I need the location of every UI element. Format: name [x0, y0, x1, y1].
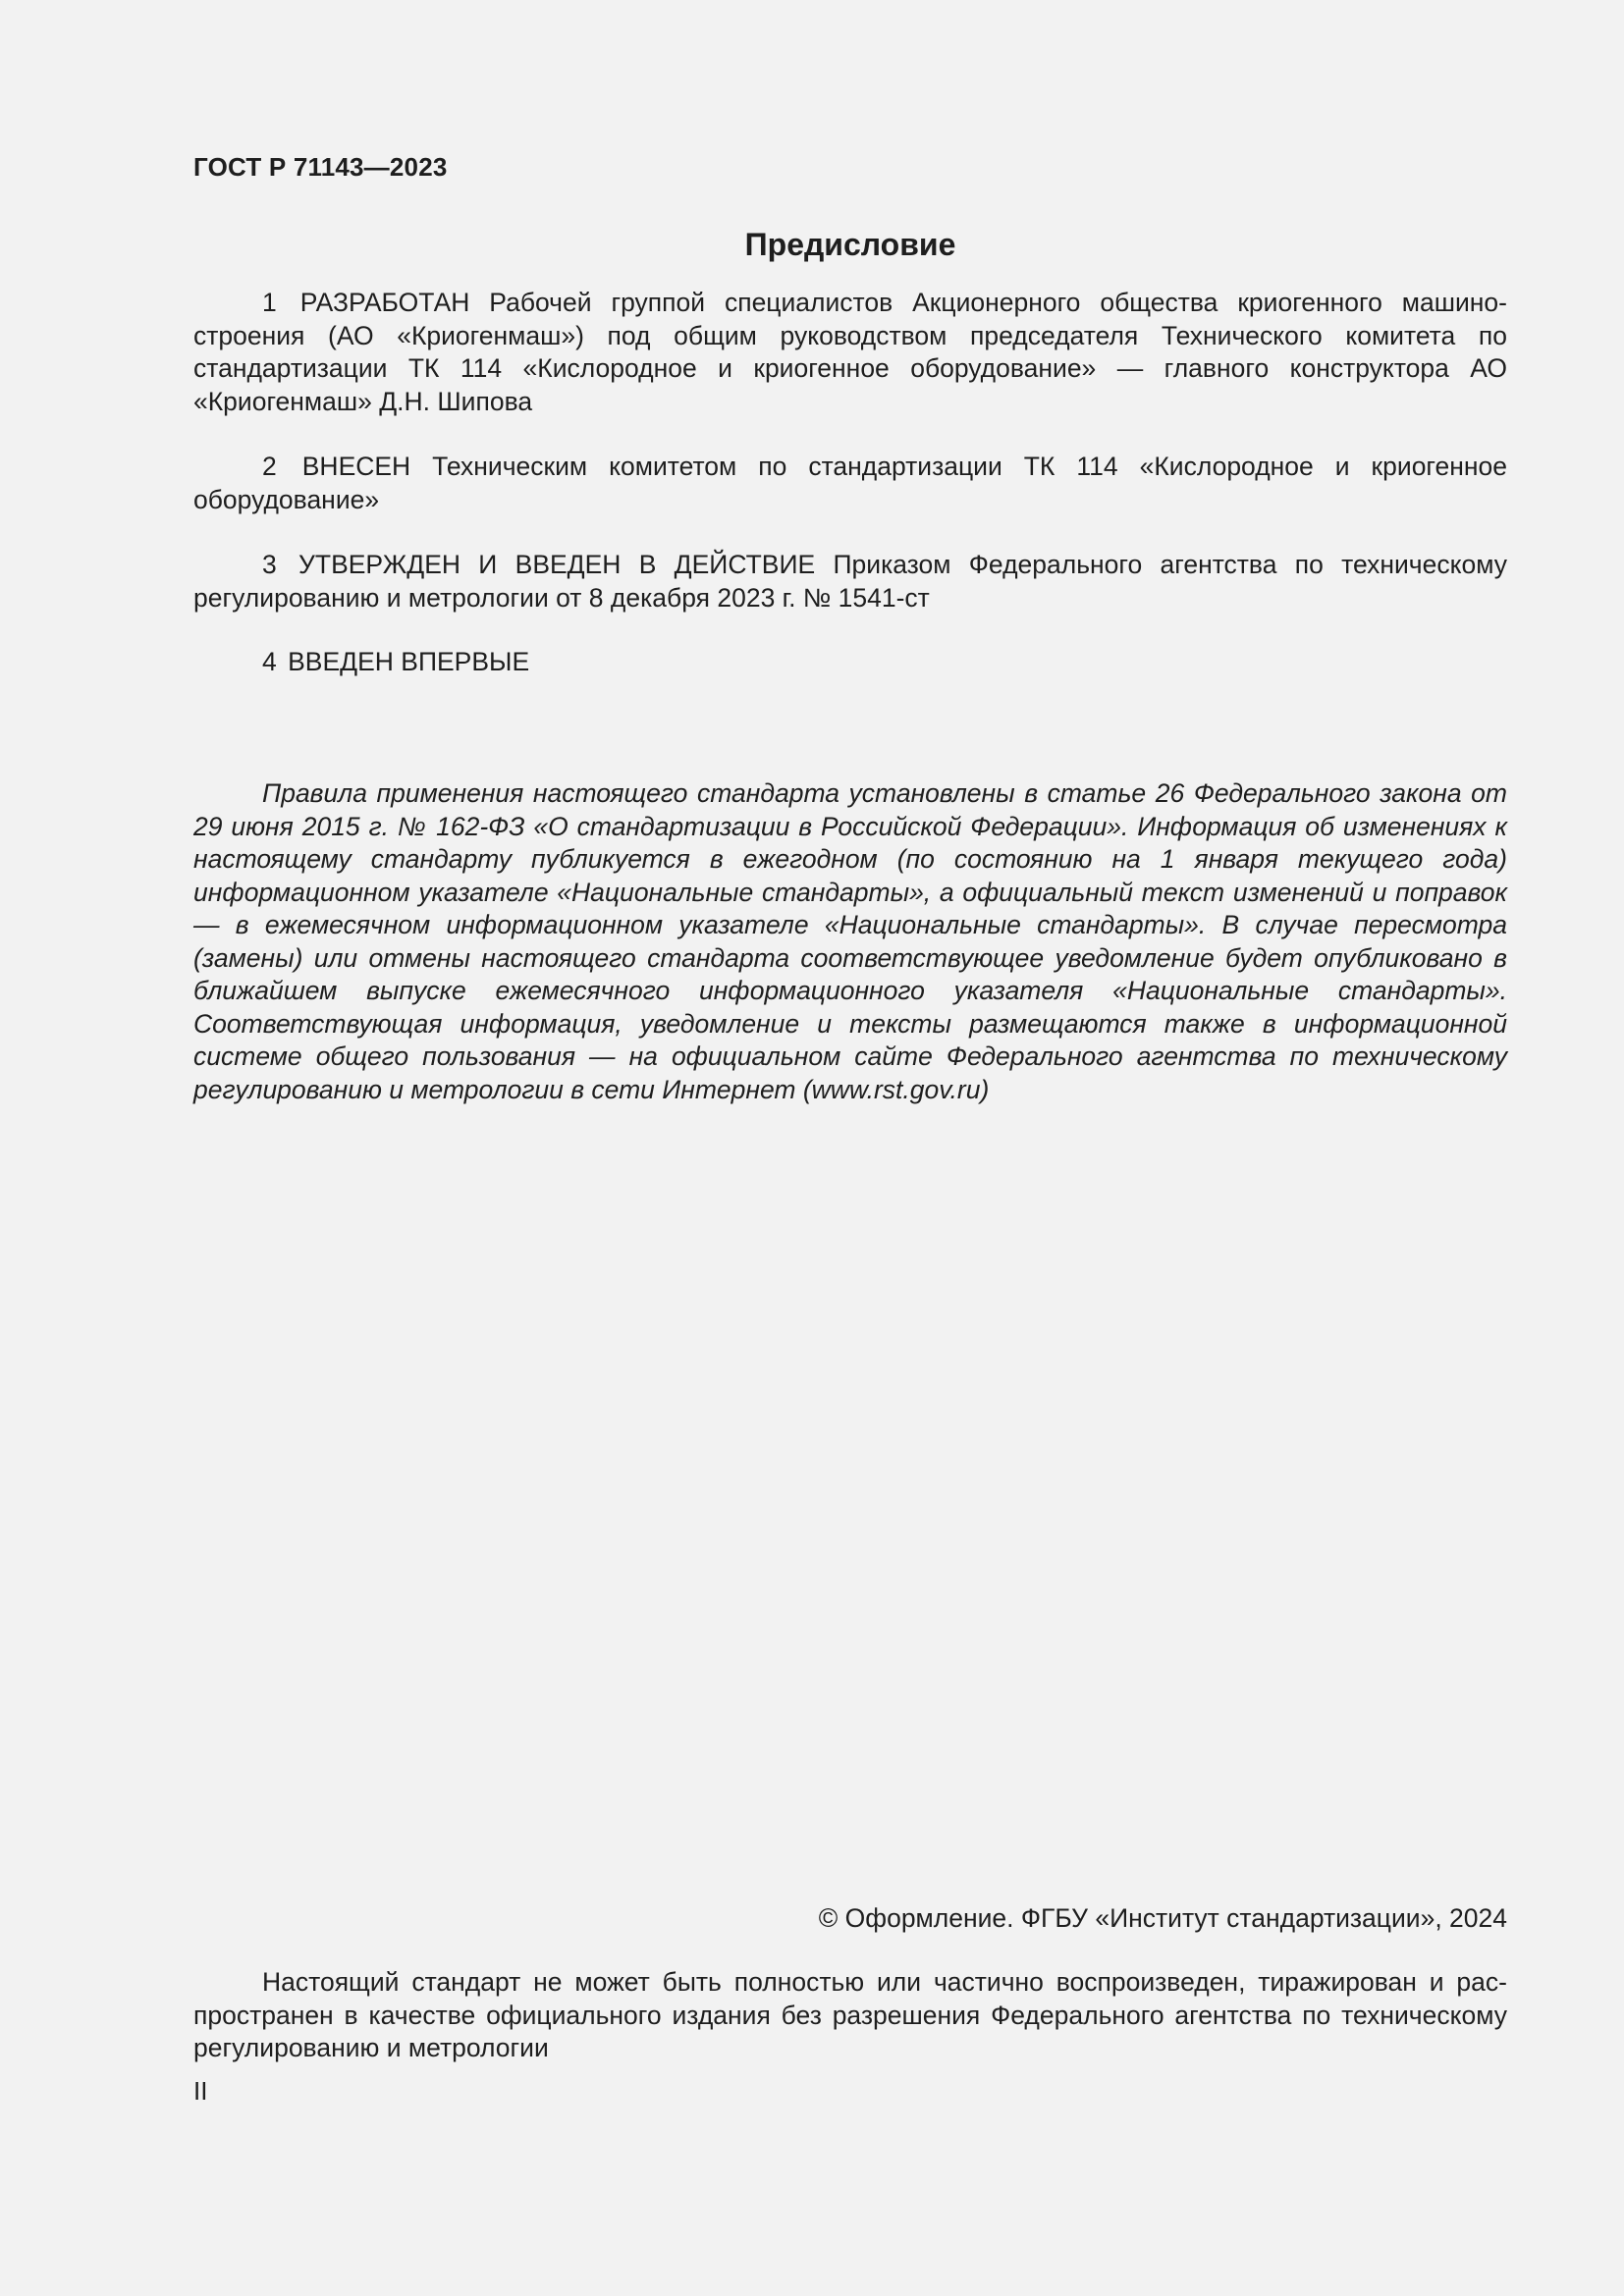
foreword-item-1: [193, 287, 1507, 418]
item-text: РАЗРАБОТАН Рабочей группой специалистов Акционерного общества криогенного машиностроения (АО «Криогенмаш») под общим руководством председателя Технического комитета по стандартизации ТК 114 «Кислородное и криогенное оборудование» — главного конструктора АО «Криогенмаш» Д.Н. Шипова: [193, 288, 1507, 416]
foreword-item-4: [193, 646, 1507, 679]
item-number: 4: [262, 647, 277, 676]
document-page: [193, 0, 1507, 2296]
item-number: 3: [262, 550, 277, 579]
page-title: Предисловие: [744, 227, 956, 262]
standard-number-header: ГОСТ Р 71143—2023: [193, 152, 448, 182]
foreword-item-2: [193, 451, 1507, 516]
copyright-line: © Оформление. ФГБУ «Институт стандартизации», 2024: [818, 1903, 1507, 1933]
item-number: 1: [262, 288, 277, 317]
item-text: ВНЕСЕН Техническим комитетом по стандартизации ТК 114 «Кислородное и криогенное оборудование»: [193, 452, 1507, 514]
page-number: II: [193, 2076, 208, 2106]
item-number: 2: [262, 452, 277, 481]
item-text: ВВЕДЕН ВПЕРВЫЕ: [288, 647, 530, 676]
foreword-item-3: [193, 549, 1507, 614]
reproduction-notice: Настоящий стандарт не может быть полностью или частично воспроизведен, тиражирован и распространен в качестве официального издания без разрешения Федерального агентства по техническому регулированию и метрологии: [193, 1967, 1507, 2063]
application-rules-note: Правила применения настоящего стандарта установлены в статье 26 Федерального закона от 29 июня 2015 г. № 162-ФЗ «О стандартизации в Российской Федерации». Информация об изменениях к настоящему стандарту публикуется в ежегодном (по состоянию на 1 января текущего года) информационном указателе «Национальные стандарты», а официальный текст изменений и поправок — в ежемесячном информационном указателе «Национальные стандарты». В случае пересмотра (замены) или отмены настоящего стандарта соответствующее уведомление будет опубликовано в ближайшем выпуске ежемесячного информационного указателя «Национальные стандарты». Соответствующая информация, уведомление и тексты размещаются также в информационной системе общего пользования — на официальном сайте Федерального агентства по техническому регулированию и метрологии в сети Интернет (www.rst.gov.ru): [193, 778, 1507, 1104]
item-text: УТВЕРЖДЕН И ВВЕДЕН В ДЕЙСТВИЕ Приказом Федерального агентства по техническому регулированию и метрологии от 8 декабря 2023 г. № 1541-ст: [193, 550, 1507, 613]
